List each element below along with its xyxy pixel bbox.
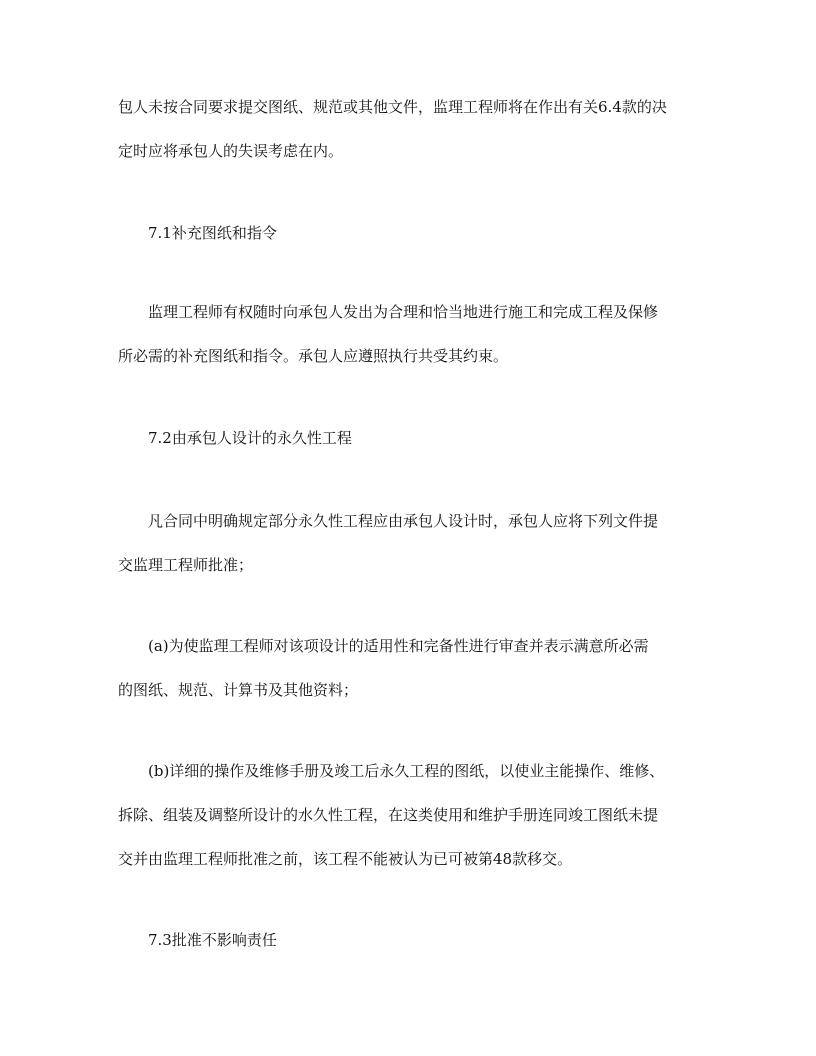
section-heading: 7.3批准不影响责任 (148, 931, 277, 949)
paragraph-line: 包人未按合同要求提交图纸、规范或其他文件，监理工程师将在作出有关6.4款的决 (118, 98, 667, 116)
paragraph-line: 监理工程师有权随时向承包人发出为合理和恰当地进行施工和完成工程及保修 (148, 303, 659, 321)
list-item-line: (b)详细的操作及维修手册及竣工后永久工程的图纸，以使业主能操作、维修、 (148, 762, 665, 780)
list-item-line: 的图纸、规范、计算书及其他资料； (118, 681, 359, 699)
paragraph-line: 所必需的补充图纸和指令。承包人应遵照执行共受其约束。 (118, 347, 509, 365)
list-item-line: 交并由监理工程师批准之前，该工程不能被认为已可被第48款移交。 (118, 850, 573, 868)
section-heading: 7.1补充图纸和指令 (148, 224, 277, 242)
paragraph-line: 定时应将承包人的失误考虑在内。 (118, 142, 344, 160)
paragraph-line: 交监理工程师批准； (118, 556, 254, 574)
section-heading: 7.2由承包人设计的永久性工程 (148, 429, 352, 447)
list-item-line: (a)为使监理工程师对该项设计的适用性和完备性进行审查并表示满意所必需 (148, 637, 649, 655)
list-item-line: 拆除、组装及调整所设计的水久性工程，在这类使用和维护手册连同竣工图纸未提 (118, 806, 659, 824)
paragraph-line: 凡合同中明确规定部分永久性工程应由承包人设计时，承包人应将下列文件提 (148, 512, 659, 530)
